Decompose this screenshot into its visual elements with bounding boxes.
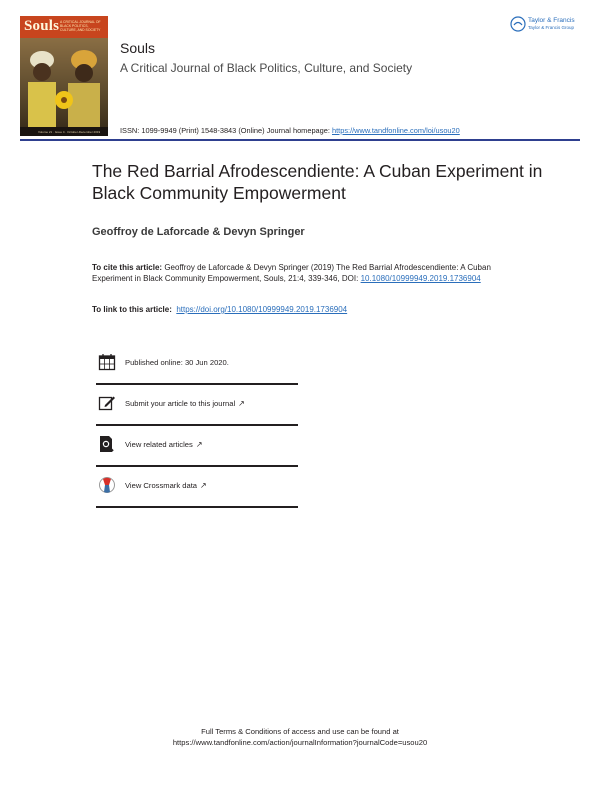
- cover-subtitle: A CRITICAL JOURNAL OF BLACK POLITICS, CULTURE, AND SOCIETY: [60, 20, 101, 32]
- publisher-name: [528, 17, 575, 31]
- edit-icon: [98, 394, 116, 412]
- crossmark-row[interactable]: [96, 479, 298, 519]
- terms-link[interactable]: https://www.tandfonline.com/action/journalInformation?journalCode=usou20: [172, 738, 428, 747]
- issn-line: [120, 126, 460, 135]
- issn-text: ISSN: 1099-9949 (Print) 1548-3843 (Online) Journal homepage:: [120, 126, 330, 135]
- journal-subtitle: A Critical Journal of Black Politics, Culture, and Society: [120, 61, 413, 75]
- publisher-name-line1: Taylor & Francis: [528, 17, 575, 24]
- submit-article-row[interactable]: [96, 397, 298, 437]
- header-rule: [20, 139, 580, 141]
- cover-photo: [20, 38, 108, 128]
- doi-prefix: DOI:: [341, 274, 359, 283]
- citation-label: To cite this article:: [92, 263, 163, 272]
- divider: [96, 465, 298, 467]
- related-articles-link[interactable]: View related articles: [125, 440, 193, 449]
- cover-title: Souls: [24, 18, 60, 34]
- article-title: The Red Barrial Afrodescendiente: A Cuban Experiment in Black Community Empowerment: [92, 161, 543, 203]
- taylor-francis-logo-icon: [510, 16, 526, 32]
- terms-footer: [0, 726, 600, 748]
- external-link-icon: ↗: [238, 399, 245, 408]
- submit-article-link[interactable]: Submit your article to this journal: [125, 399, 236, 408]
- crossmark-icon: [98, 476, 116, 494]
- external-link-icon: ↗: [200, 481, 207, 490]
- citation-block: [92, 262, 522, 284]
- published-date: Published online: 30 Jun 2020.: [125, 358, 229, 367]
- citation-text: Geoffroy de Laforcade & Devyn Springer (2019) The Red Barrial Afrodescendiente: A Cuban Experiment in Black Community Empowerment, Souls, 21:4, 339-346,: [92, 263, 491, 283]
- article-authors: Geoffroy de Laforcade & Devyn Springer: [92, 226, 305, 238]
- terms-text: Full Terms & Conditions of access and use can be found at: [201, 727, 399, 736]
- calendar-icon: [98, 353, 116, 371]
- related-articles-row[interactable]: [96, 438, 298, 478]
- article-link-line: [92, 305, 347, 314]
- published-date-row: [96, 356, 298, 396]
- journal-cover-image: [20, 16, 108, 136]
- article-link-label: To link to this article:: [92, 305, 172, 314]
- crossmark-link[interactable]: View Crossmark data: [125, 481, 198, 490]
- journal-name: Souls: [120, 40, 156, 56]
- crossmark-text: [125, 481, 207, 490]
- journal-homepage-link[interactable]: https://www.tandfonline.com/loi/usou20: [332, 126, 460, 135]
- related-articles-text: [125, 440, 203, 449]
- divider: [96, 424, 298, 426]
- doi-link[interactable]: 10.1080/10999949.2019.1736904: [360, 274, 481, 283]
- submit-article-text: [125, 399, 245, 408]
- divider: [96, 506, 298, 508]
- article-url-link[interactable]: https://doi.org/10.1080/10999949.2019.1736904: [176, 305, 348, 314]
- divider: [96, 383, 298, 385]
- publisher-name-line2: Taylor & Francis Group: [528, 25, 575, 30]
- cover-footer-text: Volume 21 · Issue 4 · October-December 2019: [38, 129, 101, 134]
- external-link-icon: ↗: [195, 440, 203, 449]
- search-document-icon: [98, 435, 116, 453]
